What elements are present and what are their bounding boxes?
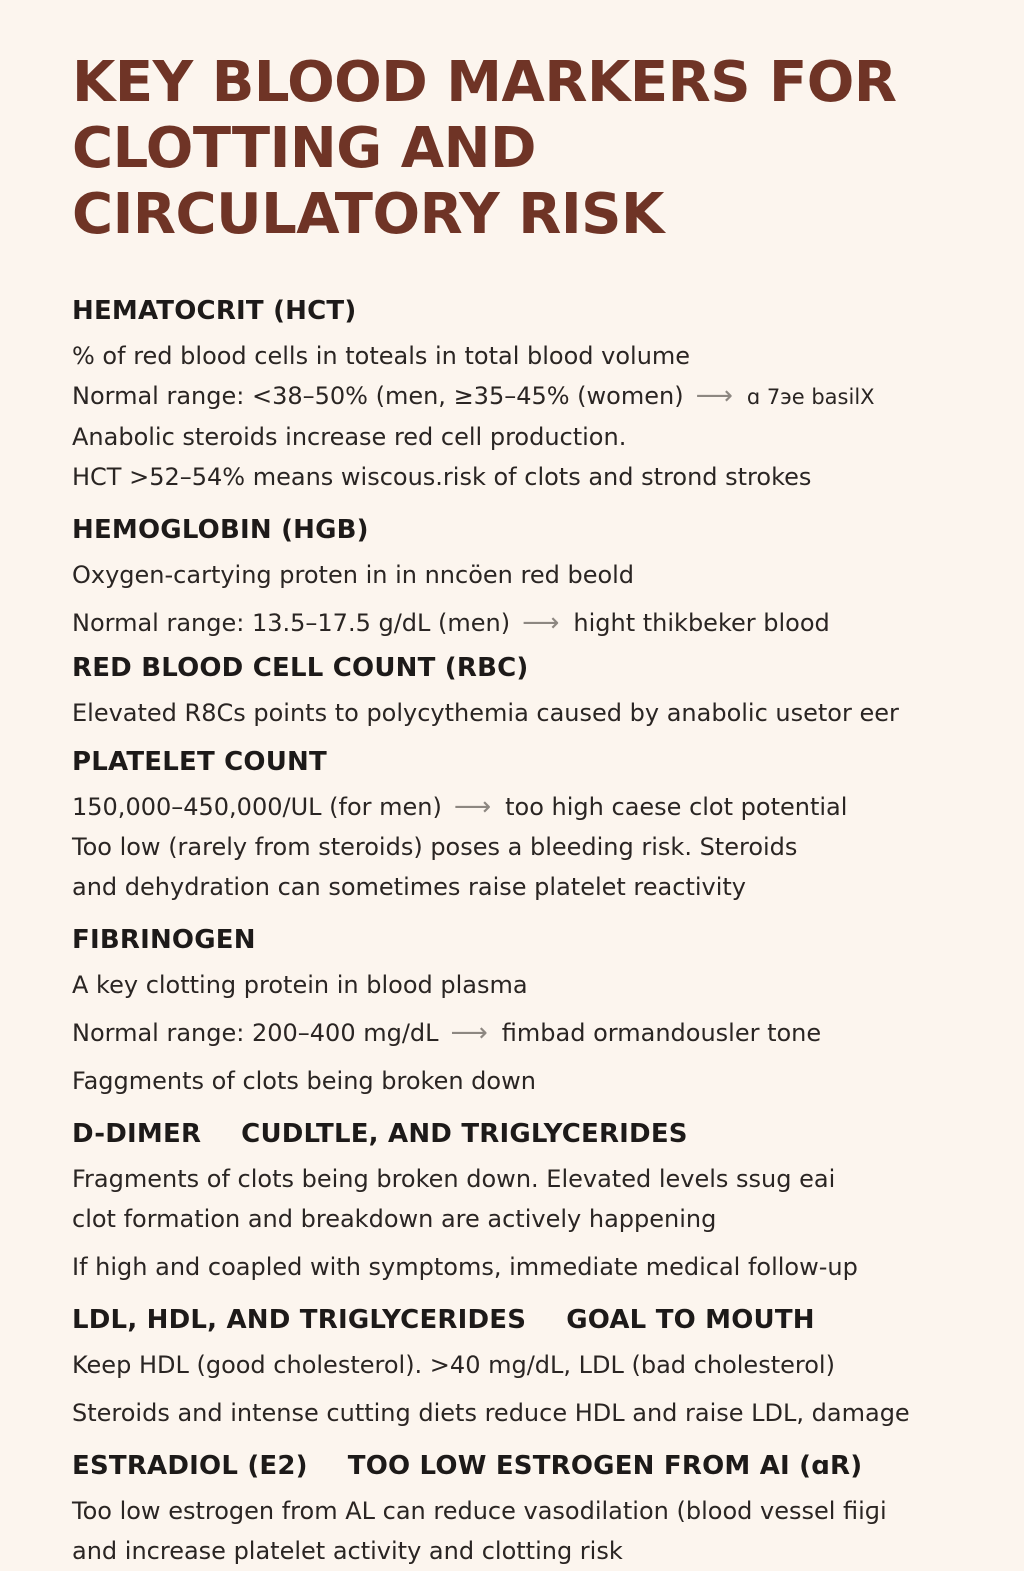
body-line: Anabolic steroids increase red cell production. <box>72 423 627 451</box>
heading-text: D-DIMER <box>72 1119 202 1149</box>
section-heading <box>72 294 964 328</box>
right-arrow-icon: ⟶ <box>695 381 733 411</box>
line-text: Normal range: 200–400 mg/dL <box>72 1019 439 1047</box>
body-line: % of red blood cells in toteals in total blood volume <box>72 342 691 370</box>
body-line: Faggments of clots being broken down <box>72 1067 536 1095</box>
section-hemoglobin <box>72 513 964 643</box>
right-arrow-icon: ⟶ <box>450 1018 488 1048</box>
body-line: A key clotting protein in blood plasma <box>72 971 528 999</box>
heading-text: PLATELET COUNT <box>72 747 327 777</box>
body-line: and increase platelet activity and clotting risk <box>72 1537 623 1565</box>
body-line: If high and coapled with symptoms, immediate medical follow-up <box>72 1253 858 1281</box>
body-line: Oxygen-cartying proten in in nncöen red beold <box>72 561 635 589</box>
body-line <box>72 603 964 643</box>
body-line: Too low (rarely from steroids) poses a bleeding risk. Steroids <box>72 833 798 861</box>
section-heading <box>72 923 964 957</box>
line-aside: hight thikbeker blood <box>573 609 830 637</box>
heading-aside: CUDLTLE, AND TRIGLYCERIDES <box>241 1119 688 1149</box>
line-text: Normal range: 13.5–17.5 g/dL (men) <box>72 609 511 637</box>
body-line: Elevated R8Cs points to polycythemia caused by anabolic usetor eer <box>72 699 899 727</box>
body-line <box>72 1013 964 1053</box>
section-hematocrit <box>72 294 964 497</box>
body-line: Too low estrogen from AL can reduce vasodilation (blood vessel fiiɡi <box>72 1497 887 1525</box>
section-d-dimer <box>72 1117 964 1287</box>
line-aside: fimbad ormandousler tone <box>501 1019 822 1047</box>
section-heading <box>72 651 964 685</box>
line-aside: ɑ 7эe basilX <box>746 385 875 409</box>
right-arrow-icon: ⟶ <box>522 608 560 638</box>
heading-text: RED BLOOD CELL COUNT (RBC) <box>72 653 529 683</box>
body-line: HCT >52–54% means wiscous.risk of clots and strond strokes <box>72 463 812 491</box>
heading-text: ESTRADIOL (E2) <box>72 1451 308 1481</box>
heading-aside: GOAL TO MOUTH <box>566 1305 815 1335</box>
section-rbc <box>72 651 964 733</box>
section-platelet-count <box>72 745 964 907</box>
section-heading <box>72 1449 964 1483</box>
heading-text: LDL, HDL, AND TRIGLYCERIDES <box>72 1305 527 1335</box>
body-line: Keep HDL (good cholesterol). >40 mg/dL, LDL (bad cholesterol) <box>72 1351 835 1379</box>
heading-aside: TOO LOW ESTROGEN FROM AI (ɑR) <box>347 1451 863 1481</box>
body-line <box>72 787 964 827</box>
line-text: Normal range: <38–50% (men, ≥35–45% (women) <box>72 382 684 410</box>
heading-text: FIBRINOGEN <box>72 925 256 955</box>
body-line: clot formation and breakdown are actively happening <box>72 1205 717 1233</box>
page-title: KEY BLOOD MARKERS FOR CLOTTING AND CIRCULATORY RISK <box>72 50 897 247</box>
body-line: Steroids and intense cutting diets reduce HDL and raise LDL, damage <box>72 1399 910 1427</box>
section-lipids <box>72 1303 964 1433</box>
heading-text: HEMATOCRIT (HCT) <box>72 296 357 326</box>
body-line <box>72 376 964 417</box>
section-heading <box>72 1303 964 1337</box>
right-arrow-icon: ⟶ <box>453 792 492 822</box>
section-heading <box>72 745 964 779</box>
body-line: Fragments of clots being broken down. Elevated levels ssug eai <box>72 1165 836 1193</box>
section-heading <box>72 1117 964 1151</box>
body-line: and dehydration can sometimes raise platelet reactivity <box>72 873 747 901</box>
heading-text: HEMOGLOBIN (HGB) <box>72 515 369 545</box>
section-estradiol <box>72 1449 964 1571</box>
section-heading <box>72 513 964 547</box>
line-aside: too high caese clot potential <box>505 793 848 821</box>
line-text: 150,000–450,000/UL (for men) <box>72 793 442 821</box>
section-fibrinogen <box>72 923 964 1101</box>
